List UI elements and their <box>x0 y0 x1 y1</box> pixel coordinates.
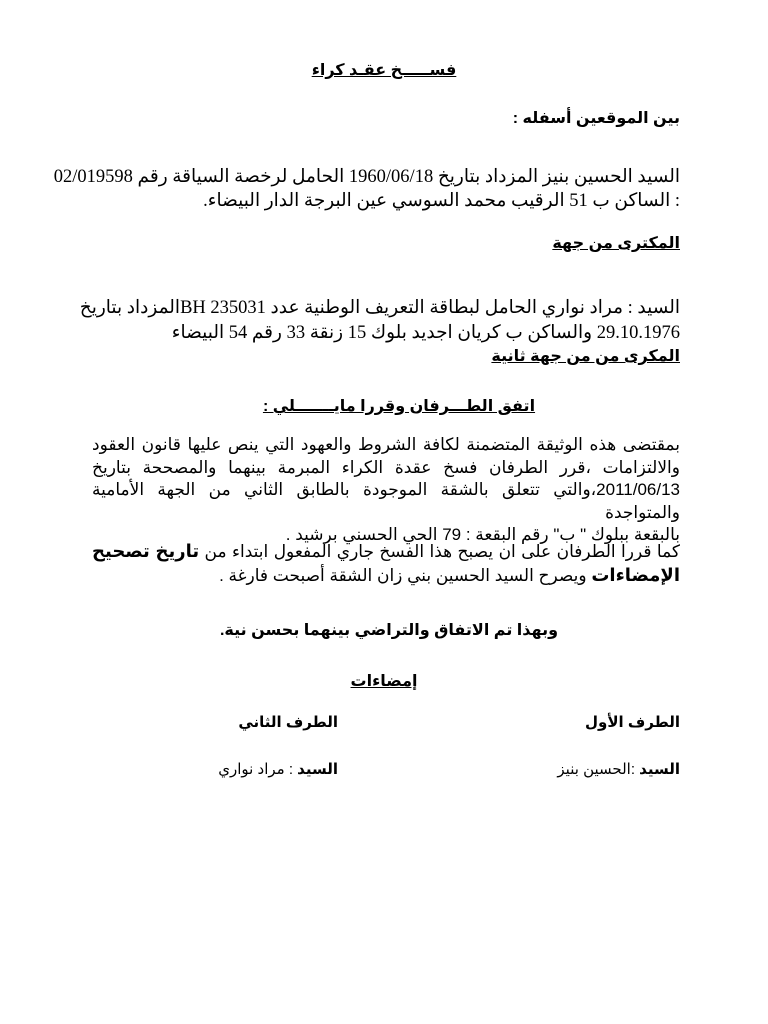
between-signatories: بين الموقعين أسفله : <box>512 110 680 127</box>
second-party-mr: السيد <box>297 761 338 778</box>
landlord-role: المكرى من من جهة ثانية <box>491 348 680 365</box>
paragraph-1-line-2: والالتزامات ،قرر الطرفان فسخ عقدة الكراء المبرمة بينهما والمصححة بتاريخ <box>92 457 680 477</box>
first-party-label: الطرف الأول <box>585 714 680 731</box>
second-party-label: الطرف الثاني <box>238 714 338 731</box>
paragraph-1-line-1: بمقتضى هذه الوثيقة المتضمنة لكافة الشروط والعهود التي ينص عليها قانون العقود <box>92 435 680 454</box>
agreement-heading: اتفق الطـــرفان وقررا مايـــــــلي : <box>262 398 536 415</box>
paragraph-1-line-3: 2011/06/13،والتي تتعلق بالشقة الموجودة بالطابق الثاني من الجهة الأمامية والمتواجدة <box>92 480 680 522</box>
landlord-line-2: 29.10.1976 والساكن ب كريان اجديد بلوك 15 زنقة 33 رقم 54 البيضاء <box>171 323 680 343</box>
paragraph-2-line-2 <box>92 564 680 588</box>
agreement-paragraph-1 <box>92 434 680 547</box>
second-party-signature <box>218 760 338 779</box>
paragraph-2-line-2-rest: ويصرح السيد الحسين بني زان الشقة أصبحت فارغة . <box>219 565 592 585</box>
agreement-paragraph-2 <box>92 540 680 587</box>
tenant-line-2: : الساكن ب 51 الرقيب محمد السوسي عين البرجة الدار البيضاء. <box>203 191 680 211</box>
first-party-signature <box>557 760 680 779</box>
paragraph-2-line-2-bold: الإمضاءات <box>591 564 680 585</box>
paragraph-1-line-4: بالبقعة ببلوك " ب" رقم البقعة : 79 الحي الحسني برشيد . <box>285 525 680 544</box>
first-party-name: :الحسين بنيز <box>557 761 640 778</box>
signatures-heading: إمضاءات <box>350 673 418 690</box>
first-party-mr: السيد <box>639 761 680 778</box>
landlord-line-1: السيد : مراد نواري الحامل لبطاقة التعريف الوطنية عدد BH 235031المزداد بتاريخ <box>79 298 680 318</box>
paragraph-2-line-1-bold: تاريخ تصحيح <box>92 541 200 561</box>
paragraph-2-line-1-start: كما قررا الطرفان على ان يصبح هذا الفسخ جاري المفعول ابتداء من <box>199 542 681 561</box>
tenant-role: المكترى من جهة <box>552 235 680 252</box>
document-title: فســـــخ عقـد كراء <box>311 62 457 79</box>
tenant-line-1: السيد الحسين بنيز المزداد بتاريخ 1960/06/18 الحامل لرخصة السياقة رقم 02/019598 <box>53 167 680 187</box>
second-party-name: : مراد نواري <box>218 761 298 778</box>
closing-statement: وبهذا تم الاتفاق والتراضي بينهما بحسن نية. <box>219 622 559 639</box>
paragraph-2-line-1 <box>92 540 680 564</box>
